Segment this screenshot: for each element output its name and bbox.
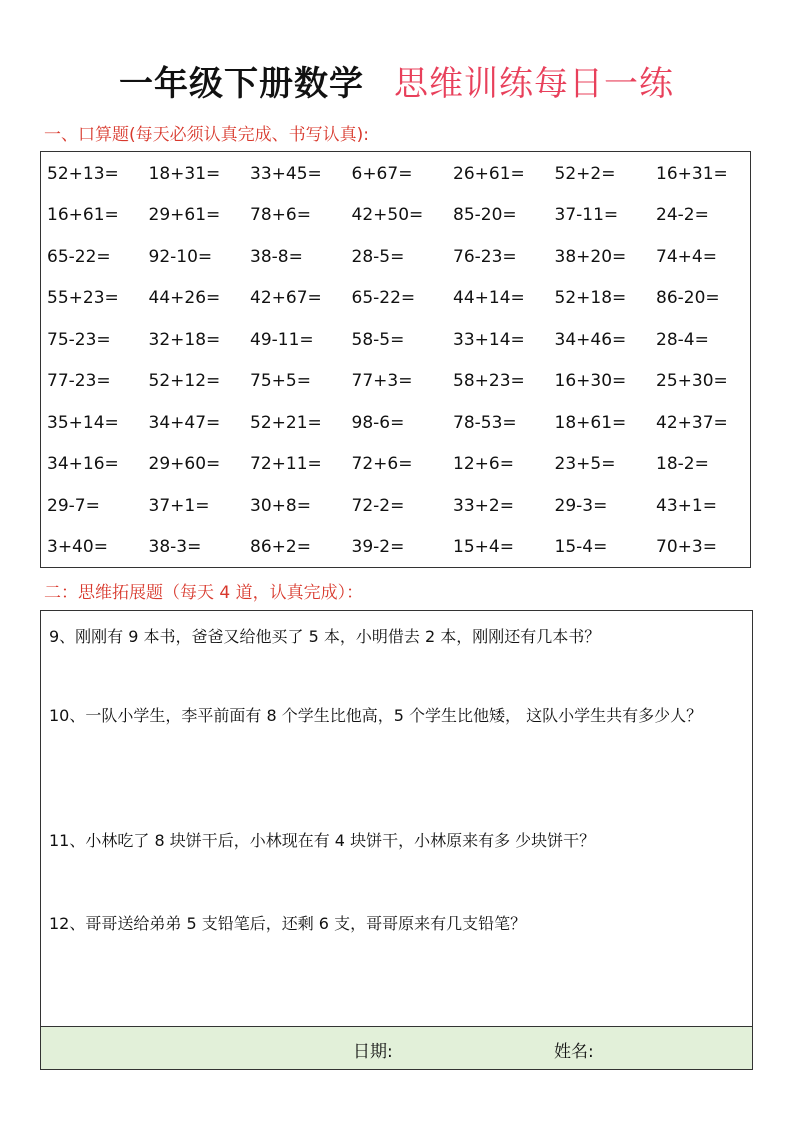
math-problem: 29+61=	[148, 205, 221, 226]
math-problem: 86-20=	[656, 288, 720, 309]
math-problem: 77+3=	[351, 371, 413, 392]
math-problem: 37-11=	[554, 205, 619, 226]
math-problem: 18+31=	[148, 163, 221, 184]
math-problem: 26+61=	[453, 163, 525, 184]
math-problem: 37+1=	[148, 495, 210, 516]
math-problem: 70+3=	[656, 537, 717, 558]
math-problem: 34+46=	[554, 329, 627, 350]
word-problem-9: 9、刚刚有 9 本书，爸爸又给他买了 5 本，小明借去 2 本，刚刚还有几本书？	[49, 627, 601, 646]
math-problem: 52+13=	[47, 163, 119, 184]
math-problem: 98-6=	[351, 412, 405, 433]
math-problem: 32+18=	[148, 329, 221, 350]
math-problem: 35+14=	[47, 412, 119, 433]
math-problem: 16+30=	[554, 371, 627, 392]
math-problem: 38+20=	[554, 246, 627, 267]
math-problem: 6+67=	[351, 163, 413, 184]
page-title	[0, 54, 793, 106]
math-problem: 16+61=	[47, 205, 119, 226]
footer-bar	[41, 1026, 752, 1069]
math-problem: 85-20=	[453, 205, 517, 226]
math-problem: 43+1=	[656, 495, 717, 516]
math-problem: 77-23=	[47, 371, 111, 392]
math-problem: 3+40=	[47, 537, 108, 558]
word-problem-12: 12、哥哥送给弟弟 5 支铅笔后，还剩 6 支，哥哥原来有几支铅笔？	[49, 914, 527, 933]
date-label: 日期:	[353, 1042, 393, 1062]
math-problem: 58+23=	[453, 371, 525, 392]
math-problem: 76-23=	[453, 246, 517, 267]
section-heading-thinking: 二：思维拓展题（每天 4 道，认真完成）：	[44, 583, 364, 603]
math-problem: 15+4=	[453, 537, 514, 558]
math-problem: 42+50=	[351, 205, 424, 226]
math-problem: 75+5=	[250, 371, 311, 392]
math-problem: 72-2=	[351, 495, 405, 516]
math-problem: 28-4=	[656, 329, 709, 350]
math-problem: 29-3=	[554, 495, 608, 516]
math-problem: 12+6=	[453, 454, 514, 475]
math-problem: 74+4=	[656, 246, 717, 267]
math-problem: 28-5=	[351, 246, 405, 267]
math-problem: 16+31=	[656, 163, 728, 184]
math-problem: 39-2=	[351, 537, 405, 558]
math-problem: 86+2=	[250, 537, 311, 558]
worksheet-title: 一年级下册数学	[119, 63, 364, 104]
math-problem: 18-2=	[656, 454, 709, 475]
math-problem: 42+37=	[656, 412, 728, 433]
name-label: 姓名:	[554, 1042, 594, 1062]
math-problem: 34+16=	[47, 454, 119, 475]
math-problem: 52+2=	[554, 163, 616, 184]
math-problem: 25+30=	[656, 371, 728, 392]
mental-math-box	[40, 151, 751, 568]
word-problem-11: 11、小林吃了 8 块饼干后，小林现在有 4 块饼干，小林原来有多 少块饼干？	[49, 831, 596, 850]
math-problem: 29-7=	[47, 495, 100, 516]
word-problems-box	[40, 610, 753, 1070]
math-problem: 72+11=	[250, 454, 322, 475]
math-problem: 52+12=	[148, 371, 221, 392]
math-problem: 34+47=	[148, 412, 221, 433]
math-problem: 38-8=	[250, 246, 303, 267]
mental-math-grid	[47, 152, 750, 567]
math-problem: 75-23=	[47, 329, 111, 350]
math-problem: 44+26=	[148, 288, 221, 309]
math-problem: 92-10=	[148, 246, 213, 267]
worksheet-subtitle: 思维训练每日一练	[394, 63, 674, 104]
math-problem: 65-22=	[351, 288, 416, 309]
math-problem: 33+14=	[453, 329, 525, 350]
word-problem-10: 10、一队小学生，李平前面有 8 个学生比他高，5 个学生比他矮， 这队小学生共有多少人？	[49, 706, 703, 725]
math-problem: 33+2=	[453, 495, 514, 516]
math-problem: 52+21=	[250, 412, 322, 433]
section-heading-mental-math: 一、口算题(每天必须认真完成、书写认真):	[44, 125, 369, 145]
math-problem: 52+18=	[554, 288, 627, 309]
math-problem: 58-5=	[351, 329, 405, 350]
math-problem: 15-4=	[554, 537, 608, 558]
math-problem: 49-11=	[250, 329, 314, 350]
math-problem: 42+67=	[250, 288, 322, 309]
math-problem: 65-22=	[47, 246, 111, 267]
math-problem: 55+23=	[47, 288, 119, 309]
math-problem: 44+14=	[453, 288, 525, 309]
math-problem: 24-2=	[656, 205, 709, 226]
math-problem: 29+60=	[148, 454, 221, 475]
math-problem: 38-3=	[148, 537, 202, 558]
math-problem: 23+5=	[554, 454, 616, 475]
math-problem: 72+6=	[351, 454, 413, 475]
math-problem: 33+45=	[250, 163, 322, 184]
math-problem: 78+6=	[250, 205, 311, 226]
math-problem: 78-53=	[453, 412, 517, 433]
math-problem: 18+61=	[554, 412, 627, 433]
math-problem: 30+8=	[250, 495, 311, 516]
